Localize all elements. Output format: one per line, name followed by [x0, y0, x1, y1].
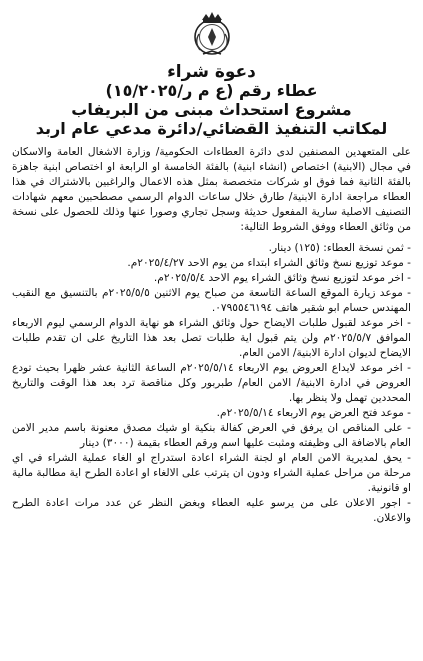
term-item: - اخر موعد لتوزيع نسخ وثائق الشراء يوم الاحد ٢٠٢٥/٥/٤م. — [12, 271, 411, 286]
term-item: - موعد توزيع نسخ وثائق الشراء ابتداء من يوم الاحد ٢٠٢٥/٤/٢٧م. — [12, 256, 411, 271]
term-item: - موعد زيارة الموقع الساعة التاسعة من صباح يوم الاثنين ٢٠٢٥/٥/٥م بالتنسيق مع النقيب المهندس حسام ابو شقير هاتف ٠٧٩٥٥٤٦١٩٤. — [12, 286, 411, 316]
term-item: - يحق لمديرية الامن العام او لجنة الشراء اعادة استدراج او الغاء عملية الشراء في اي مرحلة من مراحل عملية الشراء ودون ان يترتب على الالغاء او اعادة الطرح اية مطالبة مالية او قانونية. — [12, 451, 411, 496]
term-item: - اخر موعد لقبول طلبات الايضاح حول وثائق الشراء هو نهاية الدوام الرسمي ليوم الاربعاء الموافق ٢٠٢٥/٥/٧م ولن يتم قبول اية طلبات تصل بعد هذا التاريخ على ان تقدم طلبات الايضاح لديوان ادارة الابنية/ الامن العام. — [12, 316, 411, 361]
term-item: - اجور الاعلان على من يرسو عليه العطاء وبغض النظر عن عدد مرات اعادة الطرح والاعلان. — [12, 496, 411, 526]
document-title: دعوة شراء — [167, 62, 256, 82]
terms-list — [12, 241, 411, 527]
intro-paragraph: على المتعهدين المصنفين لدى دائرة العطاءات الحكومية/ وزارة الاشغال العامة والاسكان في مجال (الابنية) اختصاص (انشاء ابنية) بالفئة الخامسة او الرابعة او اختصاص ابنية جاهزة بالفئة الثانية فما فوق او شركات متخصصة بمثل هذه الاعمال والراغبين بالاشتراك في هذا العطاء مراجعة ادارة الابنية/ طارق خلال ساعات الدوام الرسمي مصطحبين معهم شهادات التصنيف الاصلية سارية المفعول حديثة وسجل تجاري وصورا عنها وذلك للحصول على نسخة من وثائق العطاء ووفق الشروط التالية: — [12, 145, 411, 233]
project-title: مشروع استحداث مبنى من البريفاب — [71, 99, 352, 119]
tender-number: عطاء رقم (ع م ر/١٥/٢٠٢٥) — [105, 81, 318, 101]
term-item: - على المناقص ان يرفق في العرض كفالة بنكية او شيك مصدق معنونة باسم مدير الامن العام بالاضافة الى وظيفته ومثبت عليها اسم ورقم العطاء بقيمة (٣٠٠٠) دينار — [12, 421, 411, 451]
term-item: - موعد فتح العرض يوم الاربعاء ٢٠٢٥/٥/١٤م. — [12, 406, 411, 421]
crest-emblem-icon — [188, 10, 236, 58]
project-recipient: لمكاتب التنفيذ القضائي/دائرة مدعي عام اربد — [35, 118, 388, 138]
term-item: - ثمن نسخة العطاء: (١٢٥) دينار. — [12, 241, 411, 256]
term-item: - اخر موعد لايداع العروض يوم الاربعاء ٢٠٢٥/٥/١٤م الساعة الثانية عشر ظهرا بحيث تودع العروض في ادارة الابنية/ الامن العام/ طبربور وكل مناقصة ترد بعد هذا الوقت والتاريخ المحددين تهمل ولا ينظر بها. — [12, 361, 411, 406]
